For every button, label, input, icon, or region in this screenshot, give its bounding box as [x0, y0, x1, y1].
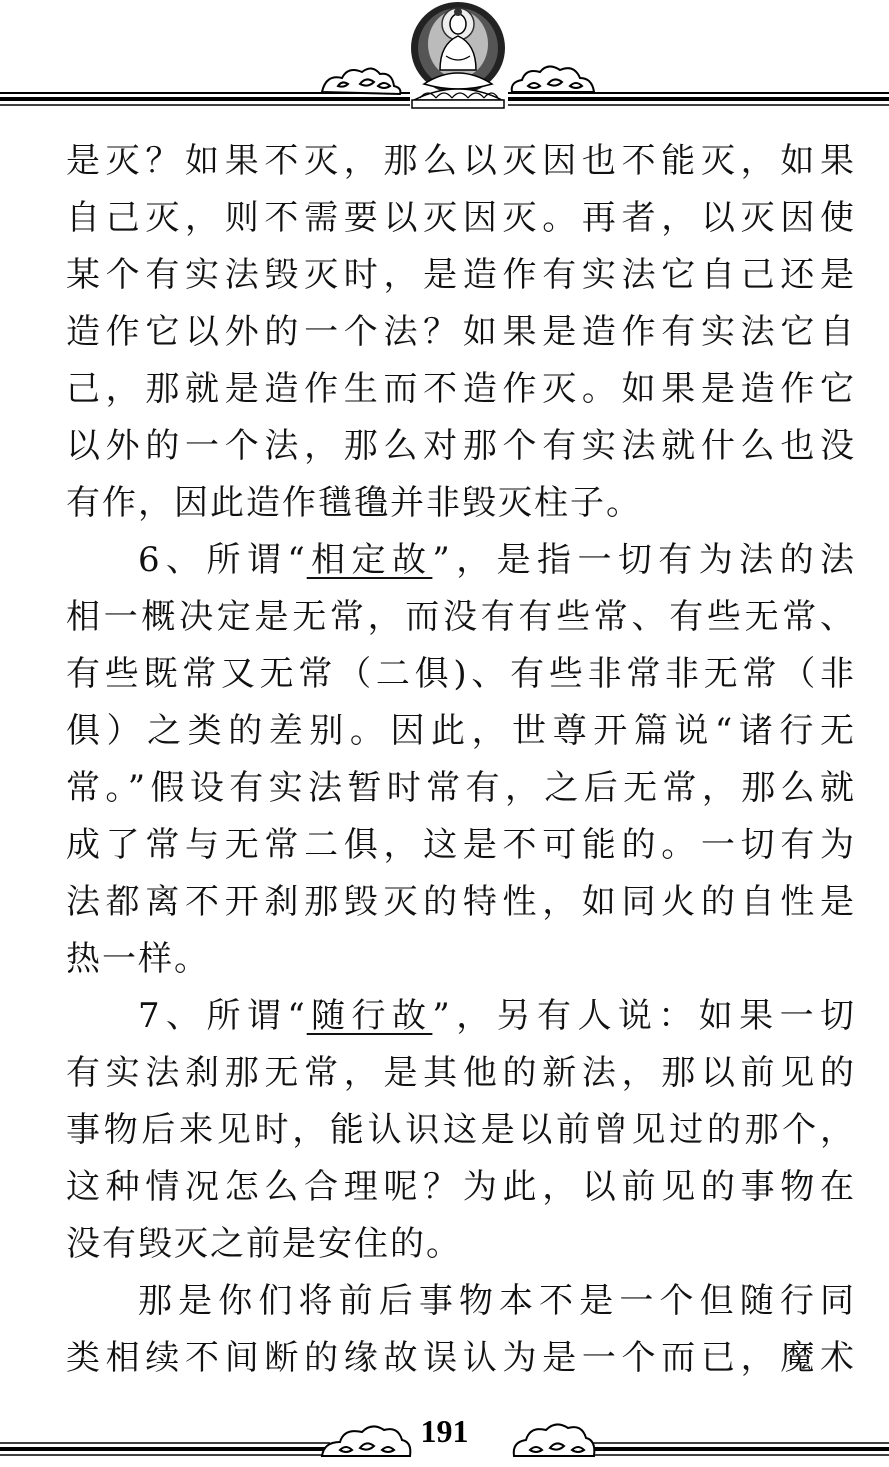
text-line: 造作它以外的一个法？如果是造作有实法它自 — [66, 312, 856, 352]
text-line: 类相续不间断的缘故误认为是一个而已，魔术 — [66, 1338, 856, 1378]
text-line: 成了常与无常二俱，这是不可能的。一切有为 — [66, 825, 856, 865]
text-line: 己，那就是造作生而不造作灭。如果是造作它 — [66, 369, 856, 409]
text-line: 法都离不开刹那毁灭的特性，如同火的自性是 — [66, 882, 856, 922]
text-line: 是灭？如果不灭，那么以灭因也不能灭，如果 — [66, 141, 856, 181]
text-line: 有实法刹那无常，是其他的新法，那以前见的 — [66, 1053, 856, 1093]
text-line: 以外的一个法，那么对那个有实法就什么也没 — [66, 426, 856, 466]
text-line: 事物后来见时，能认识这是以前曾见过的那个， — [66, 1110, 856, 1150]
text-line: 没有毁灭之前是安住的。 — [66, 1224, 462, 1264]
text-line: 相一概决定是无常，而没有有些常、有些无常、 — [66, 597, 856, 637]
text-line: 6、所谓“相定故”，是指一切有为法的法 — [138, 540, 856, 580]
text-line: 7、所谓“随行故”，另有人说：如果一切 — [138, 996, 856, 1036]
page-body-text — [66, 133, 856, 1387]
text-line: 某个有实法毁灭时，是造作有实法它自己还是 — [66, 255, 856, 295]
text-line: 热一样。 — [66, 939, 210, 979]
text-line: 那是你们将前后事物本不是一个但随行同 — [138, 1281, 856, 1321]
text-line: 自己灭，则不需要以灭因灭。再者，以灭因使 — [66, 198, 856, 238]
text-line: 这种情况怎么合理呢？为此，以前见的事物在 — [66, 1167, 856, 1207]
page-header-ornament — [0, 0, 889, 120]
text-line: 俱）之类的差别。因此，世尊开篇说“诸行无 — [66, 711, 856, 751]
text-line: 有作，因此造作氆氇并非毁灭柱子。 — [66, 483, 642, 523]
text-line: 常。”假设有实法暂时常有，之后无常，那么就 — [66, 768, 856, 808]
underlined-term: 随行故 — [306, 996, 433, 1036]
underlined-term: 相定故 — [306, 540, 433, 580]
text-line: 有些既常又无常（二俱)、有些非常非无常（非 — [66, 654, 856, 694]
page-number: 191 — [420, 1413, 469, 1449]
buddha-emblem-icon — [0, 0, 889, 120]
